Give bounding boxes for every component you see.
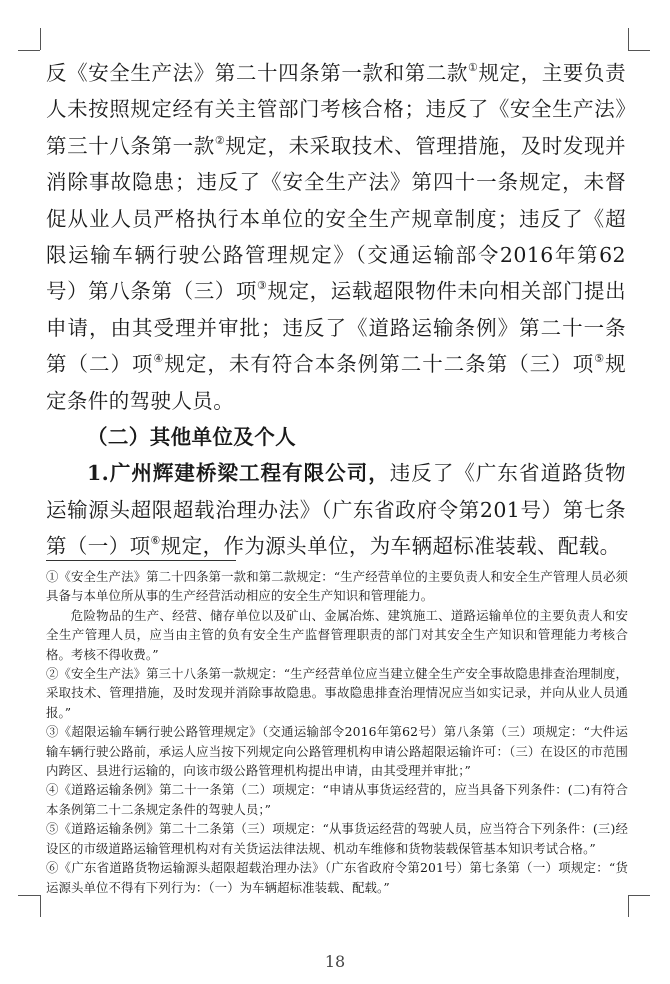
- crop-mark: [18, 895, 40, 896]
- crop-mark: [628, 895, 629, 917]
- document-body: [46, 55, 626, 565]
- text-run: 规定，作为源头单位，为车辆超标准装载、配载。: [160, 534, 621, 559]
- text-run: 反《安全生产法》第二十四条第一款和第二款: [46, 61, 469, 85]
- footnotes: [46, 567, 628, 897]
- text-run: 规定，主要负责人未按照规定经有关主管部门考核合格；违反了《安全生产法》第三十八条第一款: [46, 61, 626, 158]
- footnote-ref: ③: [257, 279, 268, 293]
- text-run: 规定条件的驾驶人员。: [46, 352, 627, 413]
- crop-mark: [628, 895, 650, 896]
- footnote-ref: ④: [153, 352, 165, 366]
- footnote-ref: ①: [468, 61, 479, 74]
- page-number: 18: [324, 952, 346, 971]
- footnote-item: ②《安全生产法》第三十八条第一款规定：“生产经营单位应当建立健全生产安全事故隐患排查治理制度，采取技术、管理措施，及时发现并消除事故隐患。事故隐患排查治理情况应当如实记录，并向从业人员通报。”: [46, 666, 628, 720]
- crop-mark: [18, 50, 40, 51]
- section-heading: （二）其他单位及个人: [87, 425, 296, 450]
- footnote-divider: [46, 560, 236, 561]
- footnote-ref: ⑤: [594, 352, 606, 366]
- crop-mark: [628, 50, 650, 51]
- text-run: 规定，未采取技术、管理措施，及时发现并消除事故隐患；违反了《安全生产法》第四十一条规定，未督促从业人员严格执行本单位的安全生产规章制度；违反了《超限运输车辆行驶公路管理规定》（交通运输部令2016年第62号）第八条第（三）项: [46, 133, 626, 304]
- text-run: 违反了《广东省道路货物运输源头超限超载治理办法》（广东省政府令第201号）第七条第（一）项: [46, 461, 626, 559]
- footnote-item: ⑤《道路运输条例》第二十二条第（三）项规定：“从事货运经营的驾驶人员，应当符合下列条件：(三)经设区的市级道路运输管理机构对有关货运法律法规、机动车维修和货物装载保管基本知识考试合格。”: [46, 821, 628, 856]
- footnote-item: 危险物品的生产、经营、储存单位以及矿山、金属冶炼、建筑施工、道路运输单位的主要负责人和安全生产管理人员，应当由主管的负有安全生产监督管理职责的部门对其安全生产知识和管理能力考核合格。考核不得收费。”: [46, 607, 628, 662]
- footnote-item: ③《超限运输车辆行驶公路管理规定》（交通运输部令2016年第62号）第八条第（三）项规定：“大件运输车辆行驶公路前，承运人应当按下列规定向公路管理机构申请公路超限运输许可：（三）在设区的市范围内跨区、县进行运输的，向该市级公路管理机构提出申请，由其受理并审批；”: [46, 724, 628, 779]
- violation-paragraph: [46, 55, 626, 419]
- company-paragraph: [46, 455, 626, 564]
- crop-mark: [40, 895, 41, 917]
- company-name: 1.广州辉建桥梁工程有限公司，: [87, 461, 390, 486]
- footnote-ref: ②: [214, 133, 226, 147]
- text-run: 规定，运载超限物件未向相关部门提出申请，由其受理并审批；违反了《道路运输条例》第二十一条第（二）项: [46, 279, 626, 377]
- footnote-item: ⑥《广东省道路货物运输源头超限超载治理办法》（广东省政府令第201号）第七条第（一）项规定：“货运源头单位不得有下列行为：（一）为车辆超标准装载、配载。”: [46, 860, 628, 895]
- text-run: 规定，未有符合本条例第二十二条第（三）项: [164, 352, 595, 377]
- footnote-item: ①《安全生产法》第二十四条第一款和第二款规定：“生产经营单位的主要负责人和安全生产管理人员必须具备与本单位所从事的生产经营活动相应的安全生产知识和管理能力。: [46, 569, 628, 604]
- footnote-item: ④《道路运输条例》第二十一条第（二）项规定：“申请从事货运经营的，应当具备下列条件：(二)有符合本条例第二十二条规定条件的驾驶人员；”: [46, 782, 628, 817]
- crop-mark: [628, 28, 629, 50]
- footnote-ref: ⑥: [150, 534, 161, 548]
- crop-mark: [40, 28, 41, 50]
